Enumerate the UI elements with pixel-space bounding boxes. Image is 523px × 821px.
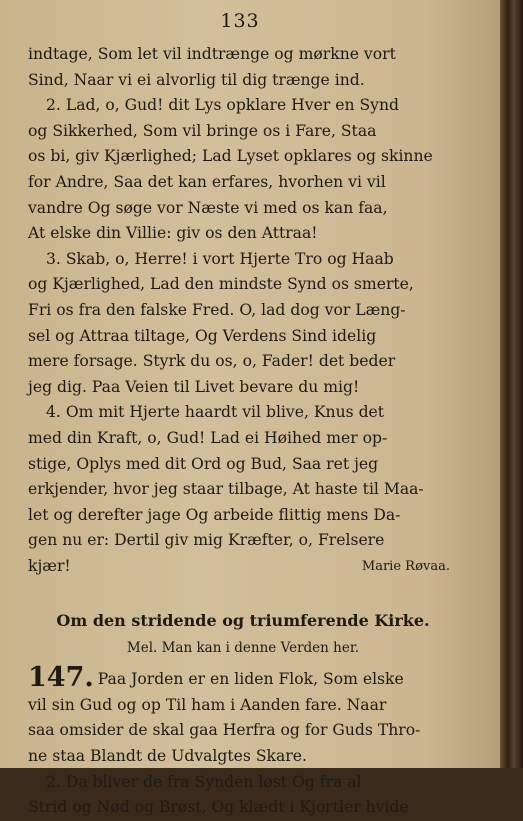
text-line: Fri os fra den falske Fred. O, lad dog vor Læng- bbox=[28, 300, 406, 319]
text-line: jeg dig. Paa Veien til Livet bevare du mig! bbox=[28, 377, 360, 396]
text-line: og Kjærlighed, Lad den mindste Synd os smerte, bbox=[28, 275, 414, 294]
text-line: mere forsage. Styrk du os, o, Fader! det beder bbox=[28, 352, 396, 371]
hymn-first-line bbox=[28, 662, 458, 694]
section-title: Om den stridende og triumferende Kirke. bbox=[56, 611, 430, 631]
text-line: At elske din Villie: giv os den Attraa! bbox=[28, 224, 318, 243]
text-line: gen nu er: Dertil giv mig Kræfter, o, Frelsere bbox=[28, 531, 385, 550]
text-line: for Andre, Saa det kan erfares, hvorhen vi vil bbox=[28, 172, 386, 191]
hymn-line: ne staa Blandt de Udvalgtes Skare. bbox=[28, 747, 307, 766]
text-line: vandre Og søge vor Næste vi med os kan faa, bbox=[28, 198, 388, 217]
author-signature: Marie Røvaa. bbox=[361, 559, 450, 575]
text-line: med din Kraft, o, Gud! Lad ei Høihed mer op- bbox=[28, 428, 388, 447]
book-spine bbox=[500, 0, 523, 768]
hymn-line: Paa Jorden er en liden Flok, Som elske bbox=[97, 670, 404, 689]
verse-3-start: 3. Skab, o, Herre! i vort Hjerte Tro og Haab bbox=[46, 249, 394, 268]
text-line: os bi, giv Kjærlighed; Lad Lyset opklares og skinne bbox=[28, 147, 433, 166]
text-line: Sind, Naar vi ei alvorlig til dig trænge ind. bbox=[28, 70, 365, 89]
hymn-line: vil sin Gud og op Til ham i Aanden fare. Naar bbox=[28, 695, 387, 714]
text-line: sel og Attraa tiltage, Og Verdens Sind idelig bbox=[28, 326, 377, 345]
hymn-line: saa omsider de skal gaa Herfra og for Guds Thro- bbox=[28, 721, 421, 740]
text-line: stige, Oplys med dit Ord og Bud, Saa ret jeg bbox=[28, 454, 379, 473]
verse-2-start: 2. Lad, o, Gud! dit Lys opklare Hver en Synd bbox=[46, 96, 399, 115]
page-text bbox=[28, 42, 458, 821]
hymn-verse-2-start: 2. Da bliver de fra Synden løst Og fra al bbox=[46, 772, 362, 791]
text-line: erkjender, hvor jeg staar tilbage, At haste til Maa- bbox=[28, 480, 424, 499]
page-number: 133 bbox=[220, 10, 260, 32]
section-gap bbox=[28, 580, 458, 604]
text-line: kjær! bbox=[28, 556, 71, 575]
hymn-number: 147. bbox=[28, 662, 94, 694]
verse-4-start: 4. Om mit Hjerte haardt vil blive, Knus det bbox=[46, 403, 385, 422]
melody-line: Mel. Man kan i denne Verden her. bbox=[126, 639, 360, 656]
text-line: indtage, Som let vil indtrænge og mørkne vort bbox=[28, 45, 396, 63]
hymn-line: Strid og Nød og Brøst, Og klædt i Kjortler hvide bbox=[28, 798, 409, 817]
text-line: og Sikkerhed, Som vil bringe os i Fare, Staa bbox=[28, 121, 377, 140]
text-line: let og derefter jage Og arbeide flittig mens Da- bbox=[28, 505, 401, 524]
